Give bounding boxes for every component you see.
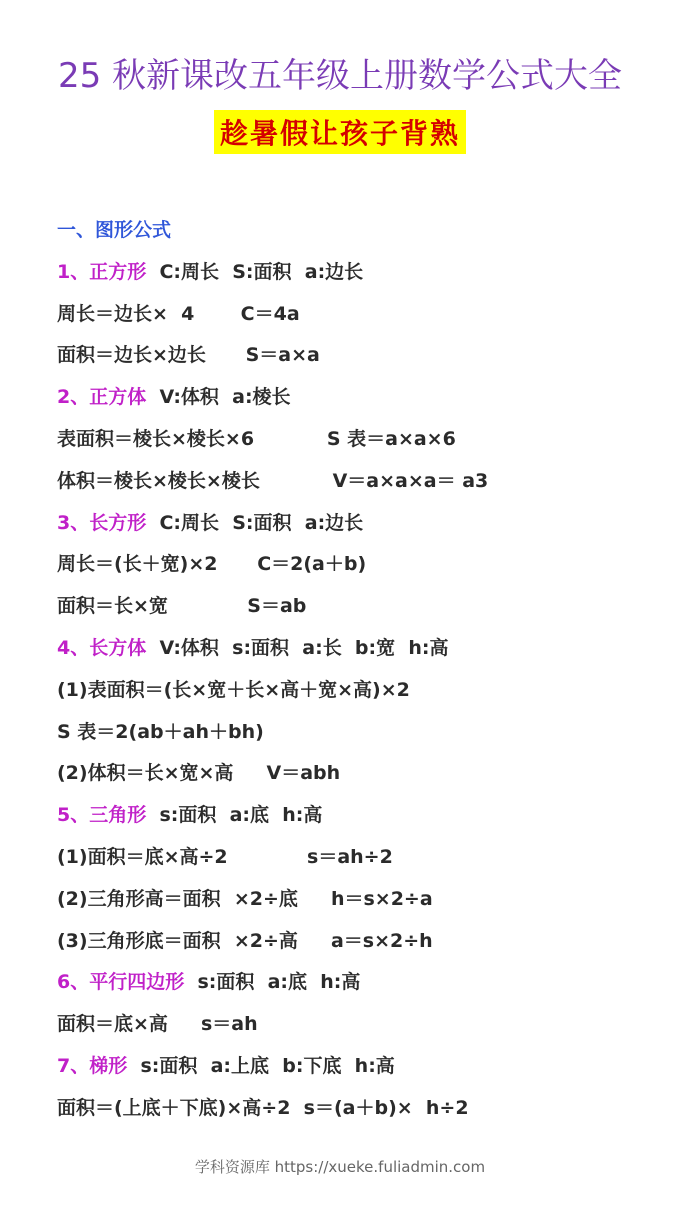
subtitle-banner: 趁暑假让孩子背熟: [214, 110, 466, 154]
item-number: 5、三角形: [57, 804, 147, 827]
item-heading-trapezoid: [57, 1046, 657, 1088]
footer-source: 学科资源库 https://xueke.fuliadmin.com: [194, 1158, 486, 1176]
item-number: 1、正方形: [57, 260, 147, 283]
formula-line: 体积＝棱长×棱长×棱长 V＝a×a×a＝ a3: [57, 469, 489, 492]
formula-line: 面积＝长×宽 S＝ab: [57, 595, 307, 618]
formula-line: (3)三角形底＝面积 ×2÷高 a＝s×2÷h: [57, 929, 433, 952]
item-heading-cuboid: [57, 628, 657, 670]
formula-line: 面积＝边长×边长 S＝a×a: [57, 344, 320, 367]
item-heading-triangle: [57, 795, 657, 837]
formula-line: (1)面积＝底×高÷2 s＝ah÷2: [57, 845, 393, 868]
item-variables: V:体积 a:棱长: [146, 386, 291, 409]
item-variables: s:面积 a:底 h:高: [184, 971, 361, 994]
item-heading-rectangle: [57, 503, 657, 545]
item-number: 6、平行四边形: [57, 971, 185, 994]
item-heading-parallelogram: [57, 962, 657, 1004]
item-variables: s:面积 a:上底 b:下底 h:高: [127, 1054, 395, 1077]
item-heading-cube: [57, 377, 657, 419]
formula-line: (2)体积＝长×宽×高 V＝abh: [57, 762, 341, 785]
formula-list: [57, 210, 657, 1130]
formula-line: 周长＝(长＋宽)×2 C＝2(a＋b): [57, 553, 367, 576]
formula-line: 面积＝底×高 s＝ah: [57, 1013, 258, 1036]
item-variables: C:周长 S:面积 a:边长: [146, 260, 364, 283]
item-number: 2、正方体: [57, 386, 147, 409]
item-variables: V:体积 s:面积 a:长 b:宽 h:高: [146, 636, 449, 659]
subtitle-container: [0, 110, 680, 154]
page-title: 25 秋新课改五年级上册数学公式大全: [57, 56, 623, 96]
item-number: 4、长方体: [57, 636, 147, 659]
section-heading: 一、图形公式: [57, 219, 172, 241]
item-variables: C:周长 S:面积 a:边长: [146, 511, 364, 534]
formula-line: (2)三角形高＝面积 ×2÷底 h＝s×2÷a: [57, 887, 433, 910]
formula-line: 表面积＝棱长×棱长×6 S 表＝a×a×6: [57, 427, 456, 450]
item-heading-square: [57, 252, 657, 294]
formula-line: 面积＝(上底＋下底)×高÷2 s＝(a＋b)× h÷2: [57, 1096, 469, 1119]
item-number: 7、梯形: [57, 1054, 128, 1077]
formula-line: (1)表面积＝(长×宽＋长×高＋宽×高)×2: [57, 678, 410, 701]
item-variables: s:面积 a:底 h:高: [146, 804, 323, 827]
formula-line: 周长＝边长× 4 C＝4a: [57, 302, 300, 325]
item-number: 3、长方形: [57, 511, 147, 534]
formula-line: S 表＝2(ab＋ah＋bh): [57, 720, 264, 743]
